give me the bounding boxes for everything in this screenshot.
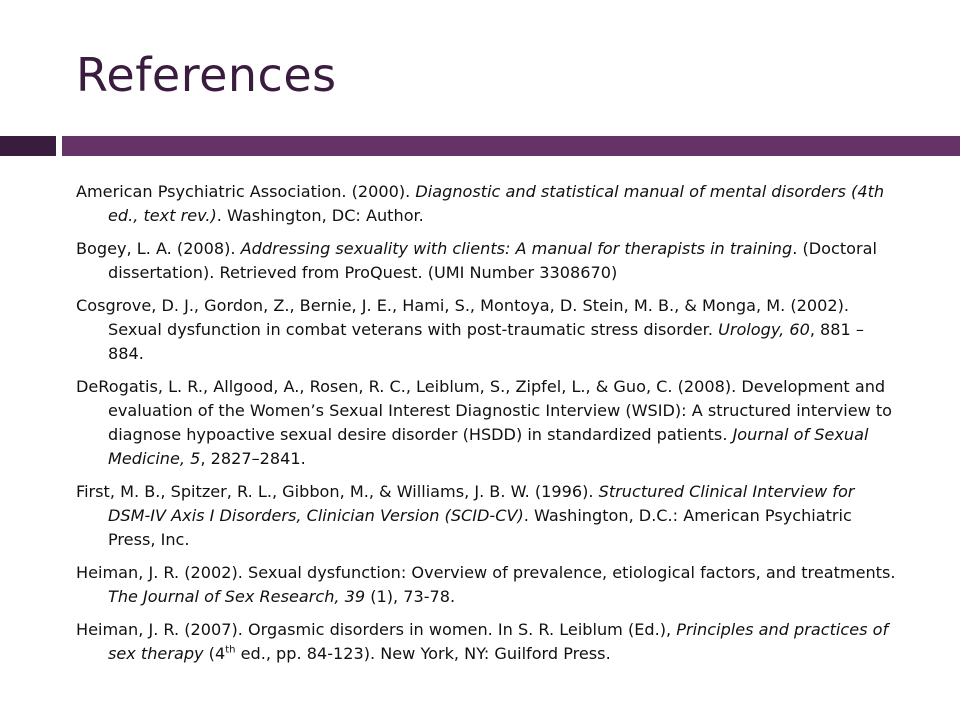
reference-text: . Washington, D.C.: American Psychiatric Press, Inc. [108, 506, 852, 549]
slide-title: References [76, 48, 337, 102]
reference-text: Heiman, J. R. (2007). Orgasmic disorders in women. In S. R. Leiblum (Ed.), [76, 620, 677, 639]
reference-text: , 881 – 884. [108, 320, 864, 363]
title-accent-bar [62, 136, 960, 156]
reference-superscript: th [225, 644, 236, 656]
reference-text: . (Doctoral dissertation). Retrieved from ProQuest. (UMI Number 3308670) [108, 239, 877, 282]
reference-entry [76, 375, 898, 471]
reference-entry [76, 294, 898, 366]
reference-entry [76, 480, 898, 552]
reference-entry [76, 237, 898, 285]
reference-italic-text: Addressing sexuality with clients: A manual for therapists in training [240, 239, 793, 258]
reference-text: ed., pp. 84-123). New York, NY: Guilford Press. [235, 644, 611, 663]
reference-text: Heiman, J. R. (2002). Sexual dysfunction: Overview of prevalence, etiological factors, and treatments. [76, 563, 896, 582]
reference-text: American Psychiatric Association. (2000). [76, 182, 416, 201]
title-accent-bar-dark [0, 136, 56, 156]
reference-text: DeRogatis, L. R., Allgood, A., Rosen, R. C., Leiblum, S., Zipfel, L., & Guo, C. (2008). Development and evaluation of the Women’s Sexual Interest Diagnostic Interview (WSID): A structured interview to diagnose hypoactive sexual desire disorder (HSDD) in standardized patients. [76, 377, 893, 444]
reference-text: , 2827–2841. [200, 449, 306, 468]
reference-entry [76, 618, 898, 666]
reference-text: Bogey, L. A. (2008). [76, 239, 241, 258]
reference-text: . Washington, DC: Author. [216, 206, 424, 225]
reference-italic-text: The Journal of Sex Research, 39 [108, 587, 366, 606]
reference-entry [76, 180, 898, 228]
reference-text: First, M. B., Spitzer, R. L., Gibbon, M., & Williams, J. B. W. (1996). [76, 482, 599, 501]
reference-text: (4 [203, 644, 226, 663]
reference-italic-text: Structured Clinical Interview for DSM-IV Axis I Disorders, Clinician Version (SCID-CV) [108, 482, 855, 525]
reference-italic-text: Urology, 60 [718, 320, 810, 339]
reference-italic-text: Principles and practices of sex therapy [108, 620, 889, 663]
reference-text: (1), 73-78. [365, 587, 456, 606]
reference-italic-text: Journal of Sexual Medicine, 5 [108, 425, 869, 468]
reference-italic-text: Diagnostic and statistical manual of mental disorders (4th ed., text rev.) [108, 182, 885, 225]
reference-list [76, 180, 898, 675]
reference-text: Cosgrove, D. J., Gordon, Z., Bernie, J. E., Hami, S., Montoya, D. Stein, M. B., & Monga, M. (2002). Sexual dysfunction in combat veterans with post-traumatic stress disorder. [76, 296, 849, 339]
reference-entry [76, 561, 898, 609]
